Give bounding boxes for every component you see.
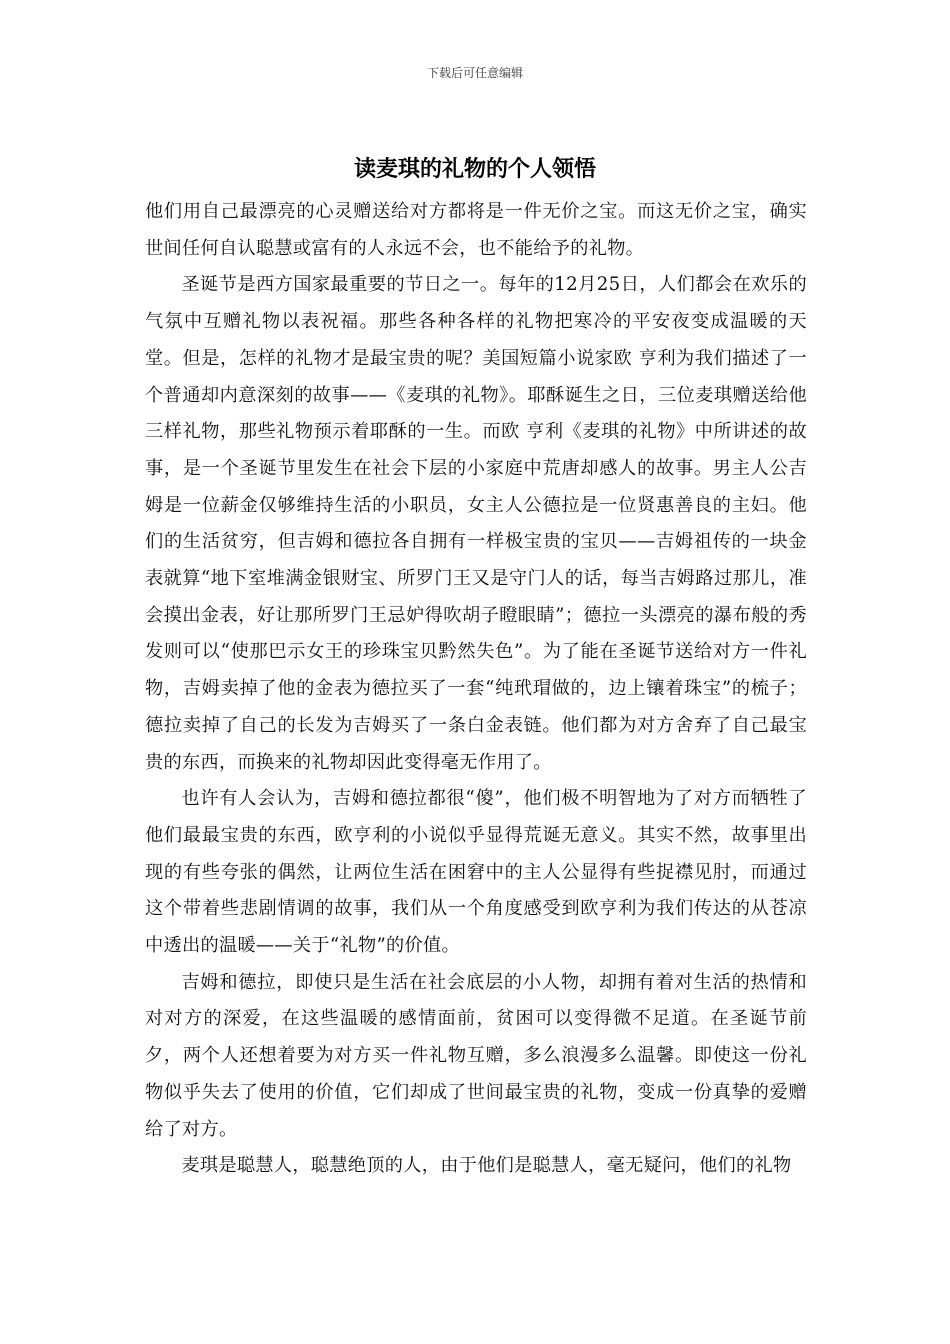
paragraph-2: 圣诞节是西方国家最重要的节日之一。每年的12月25日，人们都会在欢乐的气氛中互赠礼物以表祝福。那些各种各样的礼物把寒冷的平安夜变成温暖的天堂。但是，怎样的礼物才是最宝贵的呢？美国短篇小说家欧 亨利为我们描述了一个普通却内意深刻的故事——《麦琪的礼物》。耶酥诞生之日，三位麦琪赠送给他三样礼物，那些礼物预示着耶酥的一生。而欧 亨利《麦琪的礼物》中所讲述的故事，是一个圣诞节里发生在社会下层的小家庭中荒唐却感人的故事。男主人公吉姆是一位薪金仅够维持生活的小职员，女主人公德拉是一位贤惠善良的主妇。他们的生活贫穷，但吉姆和德拉各自拥有一样极宝贵的宝贝——吉姆祖传的一块金表就算“地下室堆满金银财宝、所罗门王又是守门人的话，每当吉姆路过那儿，准会摸出金表，好让那所罗门王忌妒得吹胡子瞪眼睛”；德拉一头漂亮的瀑布般的秀发则可以“使那巴示女王的珍珠宝贝黔然失色”。为了能在圣诞节送给对方一件礼物，吉姆卖掉了他的金表为德拉买了一套“纯玳瑁做的，边上镶着珠宝”的梳子；德拉卖掉了自己的长发为吉姆买了一条白金表链。他们都为对方舍弃了自己最宝贵的东西，而换来的礼物却因此变得毫无作用了。 <box>145 274 807 773</box>
paragraph-5: 麦琪是聪慧人，聪慧绝顶的人，由于他们是聪慧人，毫无疑问，他们的礼物 <box>181 1155 792 1177</box>
paragraph-3: 也许有人会认为，吉姆和德拉都很“傻”，他们极不明智地为了对方而牺牲了他们最最宝贵的东西，欧亨利的小说似乎显得荒诞无意义。其实不然，故事里出现的有些夸张的偶然，让两位生活在困窘中的主人公显得有些捉襟见肘，而通过这个带着些悲剧情调的故事，我们从一个角度感受到欧亨利为我们传达的从苍凉中透出的温暖——关于“礼物”的价值。 <box>145 788 807 957</box>
document-body <box>145 194 807 1185</box>
document-title: 读麦琪的礼物的个人领悟 <box>353 156 596 182</box>
paragraph-4: 吉姆和德拉，即使只是生活在社会底层的小人物，却拥有着对生活的热情和对对方的深爱，在这些温暖的感情面前，贫困可以变得微不足道。在圣诞节前夕，两个人还想着要为对方买一件礼物互赠，多么浪漫多么温馨。即使这一份礼物似乎失去了使用的价值，它们却成了世间最宝贵的礼物，变成一份真挚的爱赠给了对方。 <box>145 971 807 1140</box>
paragraph-1: 他们用自己最漂亮的心灵赠送给对方都将是一件无价之宝。而这无价之宝，确实世间任何自认聪慧或富有的人永远不会，也不能给予的礼物。 <box>145 201 807 259</box>
header-note: 下载后可任意编辑 <box>426 66 523 80</box>
